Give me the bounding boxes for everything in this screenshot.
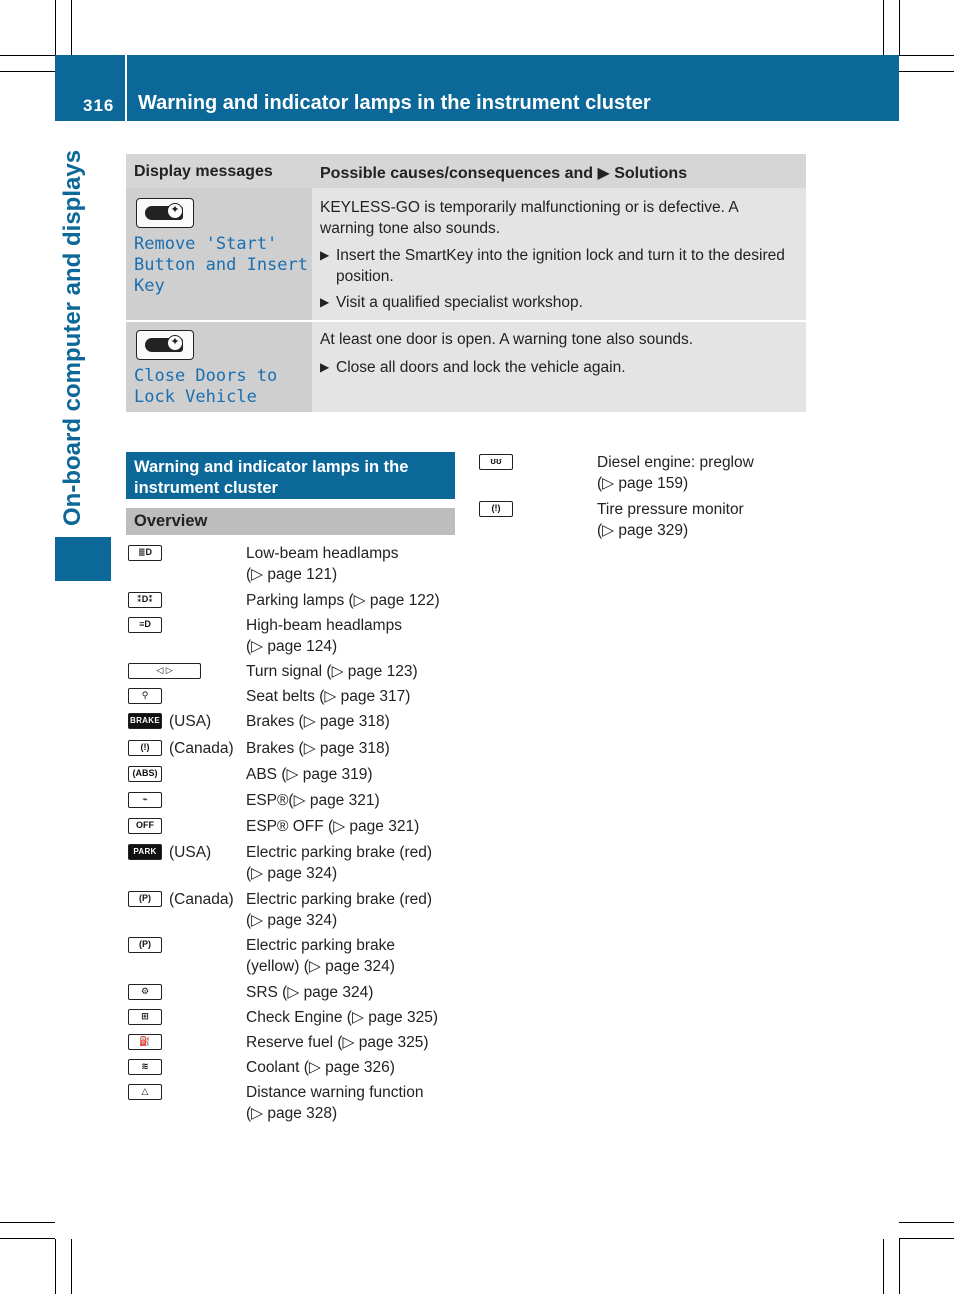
crop-mark (899, 55, 954, 56)
table-row-causes (312, 322, 806, 412)
lamp-name: Diesel engine: preglow (597, 454, 754, 471)
lamp-description (246, 615, 402, 657)
page-reference: (yellow) (▷ page 324) (246, 958, 395, 975)
reserve-fuel-icon: ⛽ (128, 1034, 162, 1050)
side-tab (55, 537, 111, 581)
brake-usa-icon: BRAKE (128, 713, 162, 729)
lamp-name: Electric parking brake (red) (246, 844, 433, 861)
esp-icon: ⌁ (128, 792, 162, 808)
turn-signal-icon: ◁ ▷ (128, 663, 201, 679)
solution-step (320, 292, 790, 313)
crop-mark (55, 1239, 56, 1294)
region-label: (Canada) (169, 891, 234, 908)
low-beam-icon: ≣D (128, 545, 162, 561)
crop-mark (899, 71, 954, 72)
lamp-description (246, 1082, 424, 1124)
page-reference: (▷ page 124) (246, 638, 338, 655)
page-reference: (▷ page 121) (246, 566, 338, 583)
lamp-description (246, 1032, 429, 1053)
overview-heading (126, 508, 455, 535)
lamp-name: Turn signal (▷ page 123) (246, 663, 418, 680)
table-row-message (126, 322, 312, 412)
lamp-name: ESP® OFF (▷ page 321) (246, 818, 420, 835)
lamp-description (246, 935, 395, 977)
parking-lamps-icon: ⁑D⁑ (128, 592, 162, 608)
table-header (126, 154, 806, 188)
cause-text: At least one door is open. A warning tone also sounds. (320, 331, 694, 348)
lamp-name: Tire pressure monitor (597, 501, 744, 518)
section-title: Warning and indicator lamps in the instrument cluster (134, 458, 409, 497)
lamp-description (246, 686, 410, 707)
park-canada-icon: (P) (128, 891, 162, 907)
crop-mark (0, 1222, 55, 1223)
bullet-arrow-icon: ▶ (320, 295, 330, 309)
lamp-name: Parking lamps (▷ page 122) (246, 592, 440, 609)
coolant-icon: ≋ (128, 1059, 162, 1075)
crop-mark (55, 0, 56, 55)
solution-text: Visit a qualified specialist workshop. (336, 294, 583, 311)
abs-icon: (ABS) (128, 766, 162, 782)
page-reference: (▷ page 324) (246, 912, 338, 929)
region-label: (Canada) (169, 740, 234, 757)
crop-mark (0, 71, 55, 72)
page-reference: (▷ page 328) (246, 1105, 338, 1122)
overview-label: Overview (134, 512, 208, 530)
lamp-description (246, 842, 432, 884)
lamp-description (246, 982, 373, 1003)
lamp-name: Check Engine (▷ page 325) (246, 1009, 439, 1026)
column-header-causes: Possible causes/consequences and ▶ Solutions (320, 165, 688, 182)
park-usa-icon: PARK (128, 844, 162, 860)
lamp-description (597, 452, 754, 494)
lamp-description (246, 1057, 395, 1078)
solution-step (320, 245, 790, 287)
crop-mark (899, 0, 900, 55)
solution-text: Close all doors and lock the vehicle again. (336, 359, 626, 376)
bullet-arrow-icon: ▶ (320, 248, 330, 262)
table-row-causes (312, 188, 806, 321)
crop-mark (71, 0, 72, 55)
lamp-description (246, 711, 390, 732)
smartkey-icon: ✦ (136, 198, 194, 228)
column-header-messages: Display messages (134, 163, 273, 180)
display-message: Close Doors to Lock Vehicle (134, 366, 278, 407)
lamp-name: Distance warning function (246, 1084, 424, 1101)
solution-text: Insert the SmartKey into the ignition lock and turn it to the desired position. (336, 247, 785, 285)
lamp-name: Electric parking brake (246, 937, 396, 954)
lamp-description (246, 1007, 438, 1028)
solution-step (320, 357, 790, 378)
crop-mark (0, 55, 55, 56)
header-divider (125, 55, 127, 121)
lamp-description (246, 738, 390, 759)
lamp-name: Electric parking brake (red) (246, 891, 433, 908)
lamp-name: ABS (▷ page 319) (246, 766, 373, 783)
region-label: (USA) (169, 713, 212, 730)
table-row-message (126, 188, 312, 321)
seat-belt-icon: ⚲ (128, 688, 162, 704)
lamp-name: Brakes (▷ page 318) (246, 740, 390, 757)
lamp-name: High-beam headlamps (246, 617, 402, 634)
page-reference: (▷ page 324) (246, 865, 338, 882)
smartkey-icon: ✦ (136, 330, 194, 360)
crop-mark (71, 1239, 72, 1294)
lamp-name: Low-beam headlamps (246, 545, 399, 562)
crop-mark (883, 0, 884, 55)
park-yellow-icon: (P) (128, 937, 162, 953)
tire-pressure-icon: (!) (479, 501, 513, 517)
lamp-name: Coolant (▷ page 326) (246, 1059, 395, 1076)
region-label: (USA) (169, 844, 212, 861)
esp-off-icon: OFF (128, 818, 162, 834)
page-reference: (▷ page 329) (597, 522, 689, 539)
crop-mark (899, 1238, 954, 1239)
lamp-description (246, 661, 418, 682)
srs-icon: ⚙ (128, 984, 162, 1000)
brake-canada-icon: (!) (128, 740, 162, 756)
crop-mark (883, 1239, 884, 1294)
lamp-name: SRS (▷ page 324) (246, 984, 374, 1001)
bullet-arrow-icon: ▶ (320, 360, 330, 374)
lamp-description (246, 889, 432, 931)
lamp-name: Brakes (▷ page 318) (246, 713, 390, 730)
check-engine-icon: ⊞ (128, 1009, 162, 1025)
cause-text: KEYLESS-GO is temporarily malfunctioning or is defective. A warning tone also sounds. (320, 199, 738, 237)
lamp-description (246, 590, 440, 611)
lamp-name: Reserve fuel (▷ page 325) (246, 1034, 429, 1051)
page-number: 316 (83, 96, 115, 115)
crop-mark (0, 1238, 55, 1239)
crop-mark (899, 1239, 900, 1294)
chapter-title: On-board computer and displays (59, 149, 86, 526)
preglow-icon: ʊʊ (479, 454, 513, 470)
high-beam-icon: ≡D (128, 617, 162, 633)
lamp-description (246, 764, 373, 785)
crop-mark (899, 1222, 954, 1223)
section-heading (126, 452, 455, 499)
distance-warning-icon: △ (128, 1084, 162, 1100)
lamp-description (246, 790, 380, 811)
lamp-description (597, 499, 744, 541)
lamp-name: Seat belts (▷ page 317) (246, 688, 411, 705)
lamp-description (246, 816, 419, 837)
lamp-description (246, 543, 399, 585)
lamp-name: ESP®(▷ page 321) (246, 792, 380, 809)
page-title: Warning and indicator lamps in the instrument cluster (138, 92, 651, 114)
page-reference: (▷ page 159) (597, 475, 689, 492)
display-message: Remove 'Start' Button and Insert Key (134, 234, 308, 296)
